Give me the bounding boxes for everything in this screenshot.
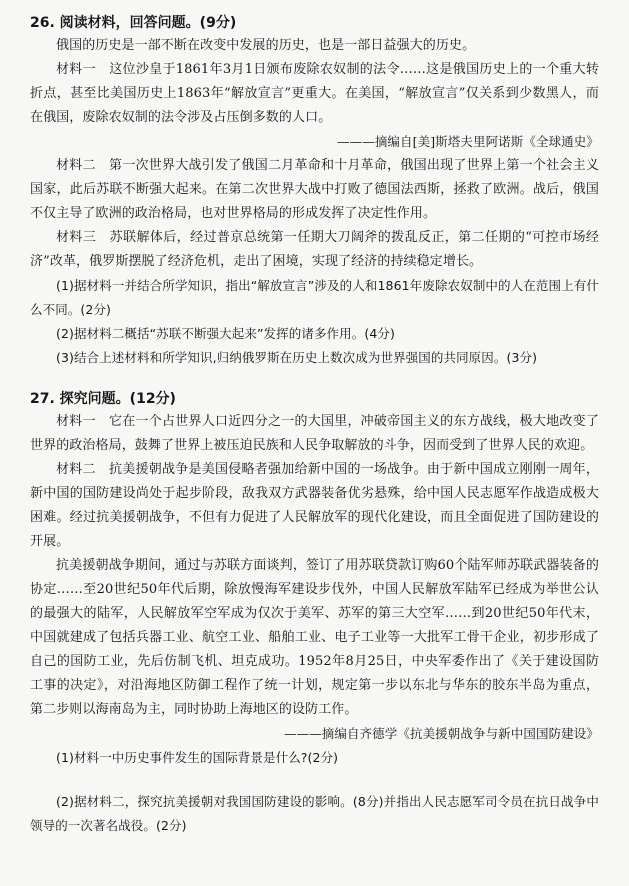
q27-material-2-source: ———摘编自齐德学《抗美援朝战争与新中国国防建设》 [283, 726, 599, 741]
q26-material-1: 材料一 这位沙皇于1861年3月1日颁布废除农奴制的法令……这是俄国历史上的一个重大转折点，甚至比美国历史上1863年“解放宣言”更重大。在美国，“解放宣言”仅关系到少数黑人，而在俄国，废除农奴制的法令涉及占压倒多数的人口。 [30, 62, 599, 125]
q26-intro: 俄国的历史是一部不断在改变中发展的历史，也是一部日益强大的历史。 [56, 38, 476, 53]
question-26 [30, 12, 599, 370]
question-27-title: 27. 探究问题。(12分) [30, 391, 176, 407]
q26-sub-question-2: (2)据材料二概括“苏联不断强大起来”发挥的诸多作用。(4分) [56, 326, 395, 341]
q27-material-2: 材料二 抗美援朝战争是美国侵略者强加给新中国的一场战争。由于新中国成立刚刚一周年，新中国的国防建设尚处于起步阶段，敌我双方武器装备优劣悬殊，给中国人民志愿军作战造成极大困难。经过抗美援朝战争，不但有力促进了人民解放军的现代化建设，而且全面促进了国防建设的开展。 [30, 462, 599, 549]
q26-material-2: 材料二 第一次世界大战引发了俄国二月革命和十月革命，俄国出现了世界上第一个社会主义国家，此后苏联不断强大起来。在第二次世界大战中打败了德国法西斯，拯救了欧洲。战后，俄国不仅主导了欧洲的政治格局，也对世界格局的形成发挥了决定性作用。 [30, 158, 599, 221]
q27-material-2-continued: 抗美援朝战争期间，通过与苏联方面谈判，签订了用苏联贷款订购60个陆军师苏联武器装备的协定……至20世纪50年代后期，除放慢海军建设步伐外，中国人民解放军陆军已经成为举世公认的最强大的陆军，人民解放军空军成为仅次于美军、苏军的第三大空军……到20世纪50年代末，中国就建成了包括兵器工业、航空工业、船舶工业、电子工业等一大批军工骨干企业，初步形成了自己的国防工业，先后仿制飞机、坦克成功。1952年8月25日，中央军委作出了《关于建设国防工事的决定》，对沿海地区防御工程作了统一计划，规定第一步以东北与华东的胶东半岛为重点，第二步则以海南岛为主，同时协助上海地区的设防工作。 [30, 558, 599, 717]
q27-material-1: 材料一 它在一个占世界人口近四分之一的大国里，冲破帝国主义的东方战线，极大地改变了世界的政治格局，鼓舞了世界上被压迫民族和人民争取解放的斗争，因而受到了世界人民的欢迎。 [30, 414, 599, 453]
q26-sub-question-1: (1)据材料一并结合所学知识，指出“解放宣言”涉及的人和1861年废除农奴制中的人在范围上有什么不同。(2分) [30, 278, 599, 317]
question-26-title: 26. 阅读材料，回答问题。(9分) [30, 15, 237, 31]
q27-sub-question-1: (1)材料一中历史事件发生的国际背景是什么?(2分) [56, 750, 339, 765]
question-27 [30, 388, 599, 838]
q26-material-1-source: ———摘编自[美]斯塔夫里阿诺斯《全球通史》 [337, 134, 599, 149]
q27-sub-question-2: (2)据材料二，探究抗美援朝对我国国防建设的影响。(8分)并指出人民志愿军司令员在抗日战争中领导的一次著名战役。(2分) [30, 794, 599, 833]
answer-space [30, 770, 599, 790]
q26-material-3: 材料三 苏联解体后，经过普京总统第一任期大刀阔斧的拨乱反正，第二任期的“可控市场经济”改革，俄罗斯摆脱了经济危机，走出了困境，实现了经济的持续稳定增长。 [30, 230, 599, 269]
q26-sub-question-3: (3)结合上述材料和所学知识,归纳俄罗斯在历史上数次成为世界强国的共同原因。(3分) [56, 350, 538, 365]
